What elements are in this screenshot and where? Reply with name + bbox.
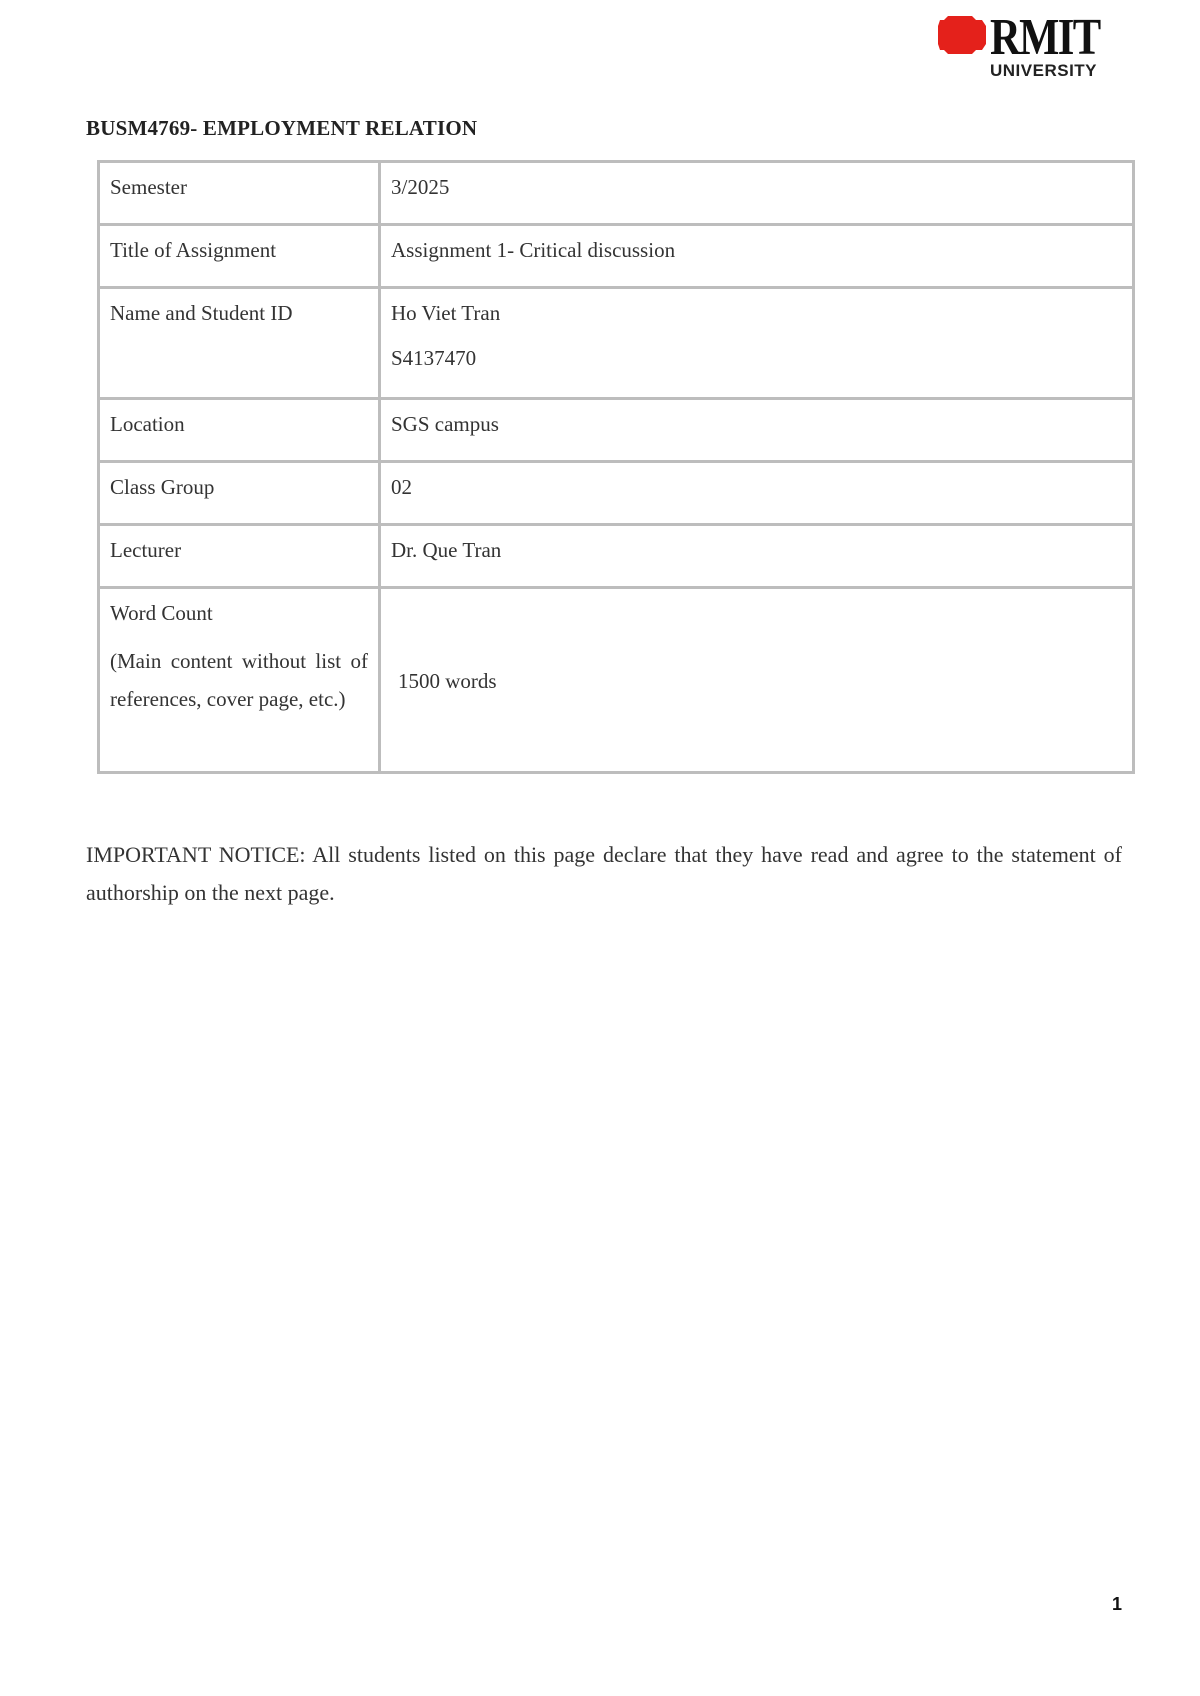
student-id: S4137470 [391, 346, 477, 370]
table-row-lecturer [99, 525, 1134, 588]
student-name: Ho Viet Tran [391, 301, 501, 325]
word-count-note: (Main content without list of references, cover page, etc.) [110, 649, 368, 711]
word-count-label: Word Count [110, 601, 213, 625]
logo-wordmark: RMIT [990, 9, 1100, 66]
semester-label: Semester [99, 162, 380, 225]
important-notice: IMPORTANT NOTICE: All students listed on this page declare that they have read and agree to the statement of authorship on the next page. [86, 842, 1122, 905]
table-row-student [99, 288, 1134, 399]
logo-subtitle: UNIVERSITY [990, 61, 1098, 80]
location-label: Location [99, 399, 380, 462]
student-value [380, 288, 1134, 399]
table-row-word-count [99, 588, 1134, 773]
table-row-class-group [99, 462, 1134, 525]
location-value: SGS campus [380, 399, 1134, 462]
lecturer-label: Lecturer [99, 525, 380, 588]
student-label: Name and Student ID [99, 288, 380, 399]
word-count-label-cell [99, 588, 380, 773]
table-row-location [99, 399, 1134, 462]
lecturer-value: Dr. Que Tran [380, 525, 1134, 588]
cover-info-table [97, 160, 1135, 774]
table-row-assignment-title [99, 225, 1134, 288]
assignment-title-value: Assignment 1- Critical discussion [380, 225, 1134, 288]
course-title: BUSM4769- EMPLOYMENT RELATION [86, 116, 478, 140]
class-group-label: Class Group [99, 462, 380, 525]
class-group-value: 02 [380, 462, 1134, 525]
assignment-title-label: Title of Assignment [99, 225, 380, 288]
word-count-value: 1500 words [380, 588, 1134, 773]
semester-value: 3/2025 [380, 162, 1134, 225]
table-row-semester [99, 162, 1134, 225]
rmit-logo [938, 9, 1114, 80]
page-number: 1 [1112, 1594, 1123, 1614]
rmit-logo-mark-icon [938, 14, 986, 56]
